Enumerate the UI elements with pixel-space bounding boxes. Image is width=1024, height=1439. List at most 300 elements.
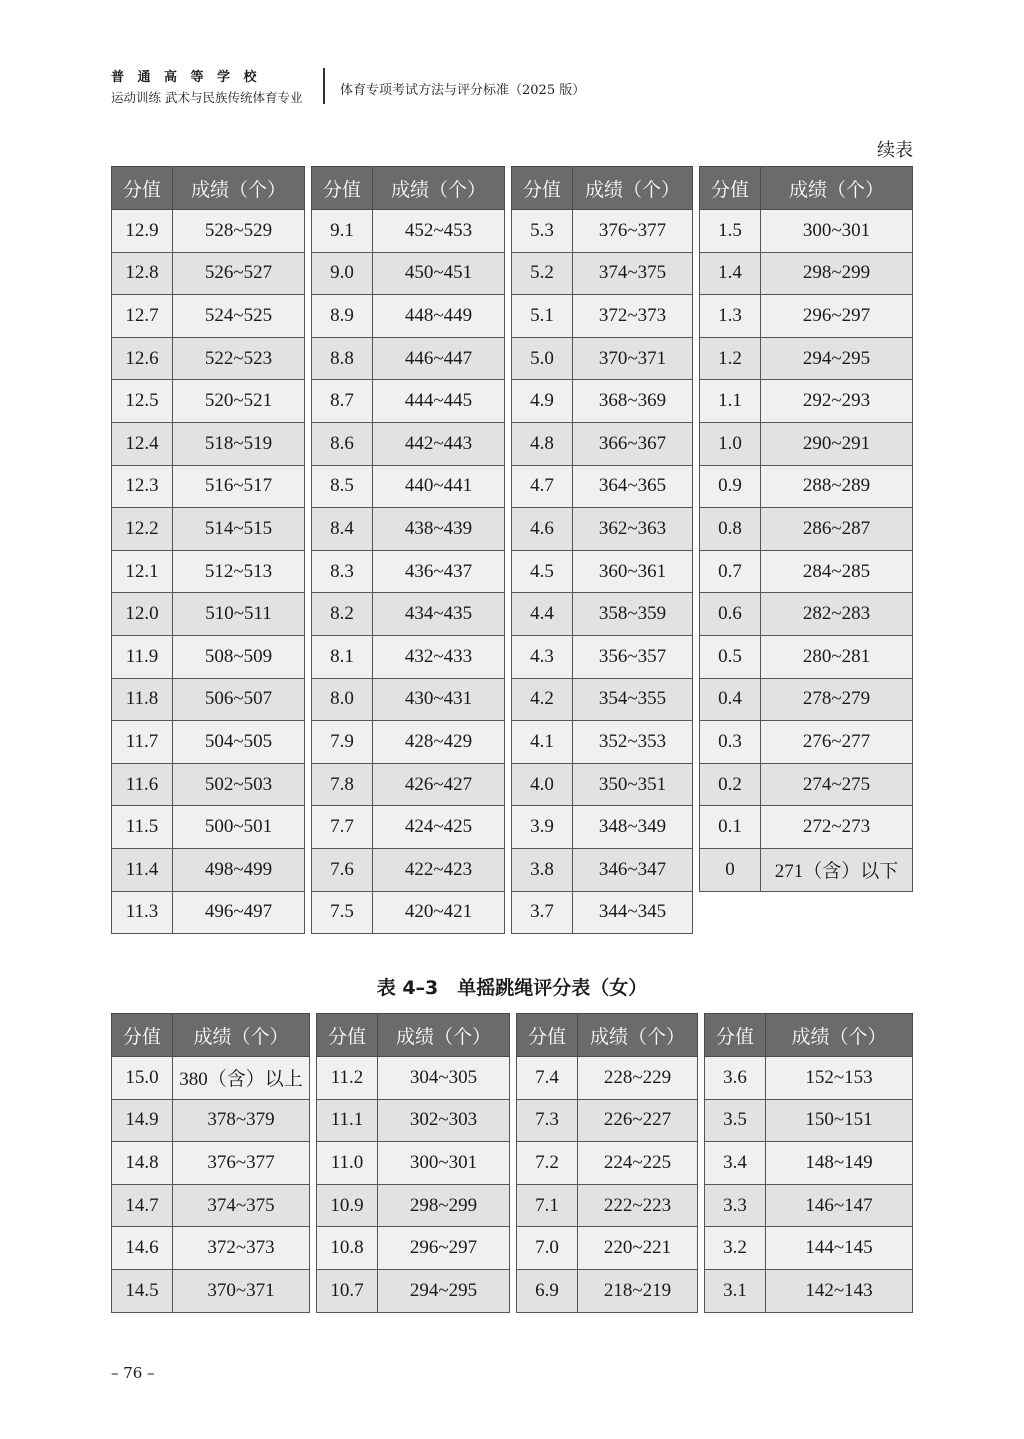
table-row: [112, 210, 305, 253]
table-row: [112, 806, 305, 849]
table-row: [112, 635, 305, 678]
table-row: [705, 1099, 913, 1142]
table-row: [312, 806, 505, 849]
column-header-score: 分值: [112, 1014, 173, 1057]
table-row: [112, 1057, 310, 1100]
result-cell: 354~355: [573, 678, 693, 721]
table-row: [112, 891, 305, 934]
result-cell: 362~363: [573, 508, 693, 551]
result-cell: 152~153: [766, 1057, 913, 1100]
table-row: [112, 508, 305, 551]
score-cell: 5.2: [512, 252, 573, 295]
header-document-title: 体育专项考试方法与评分标准（2025 版）: [340, 83, 586, 98]
table-row: [517, 1099, 698, 1142]
score-subtable: [316, 1013, 510, 1313]
score-cell: 14.8: [112, 1142, 173, 1185]
result-cell: 498~499: [173, 848, 305, 891]
score-subtable: [111, 1013, 310, 1313]
score-cell: 12.5: [112, 380, 173, 423]
table-row: [112, 337, 305, 380]
result-cell: 526~527: [173, 252, 305, 295]
column-header-result: 成绩（个）: [173, 1014, 310, 1057]
table-row: [517, 1057, 698, 1100]
table-row: [317, 1099, 510, 1142]
score-cell: 12.0: [112, 593, 173, 636]
score-cell: 5.1: [512, 295, 573, 338]
table-row: [112, 721, 305, 764]
table-row: [700, 806, 913, 849]
score-cell: 4.2: [512, 678, 573, 721]
table-row: [312, 678, 505, 721]
score-cell: 7.4: [517, 1057, 578, 1100]
table-row: [700, 252, 913, 295]
score-cell: 0.8: [700, 508, 761, 551]
score-cell: 3.3: [705, 1184, 766, 1227]
column-header-result: 成绩（个）: [766, 1014, 913, 1057]
score-cell: 11.7: [112, 721, 173, 764]
result-cell: 276~277: [761, 721, 913, 764]
table-row: [512, 721, 693, 764]
column-header-score: 分值: [705, 1014, 766, 1057]
result-cell: 426~427: [373, 763, 505, 806]
result-cell: 514~515: [173, 508, 305, 551]
table-row: [312, 721, 505, 764]
result-cell: 372~373: [573, 295, 693, 338]
table-row: [112, 678, 305, 721]
result-cell: 352~353: [573, 721, 693, 764]
score-cell: 0.9: [700, 465, 761, 508]
score-cell: 5.0: [512, 337, 573, 380]
result-cell: 500~501: [173, 806, 305, 849]
score-cell: 5.3: [512, 210, 573, 253]
result-cell: 420~421: [373, 891, 505, 934]
column-header-score: 分值: [312, 167, 373, 210]
table-row: [705, 1057, 913, 1100]
result-cell: 290~291: [761, 422, 913, 465]
score-cell: 12.3: [112, 465, 173, 508]
result-cell: 452~453: [373, 210, 505, 253]
table-row: [705, 1142, 913, 1185]
score-cell: 4.3: [512, 635, 573, 678]
result-cell: 522~523: [173, 337, 305, 380]
table-row: [312, 380, 505, 423]
table-row: [700, 295, 913, 338]
header-divider: [323, 68, 325, 104]
score-cell: 12.7: [112, 295, 173, 338]
header-major: 运动训练 武术与民族传统体育专业: [111, 90, 303, 105]
table-row: [112, 465, 305, 508]
score-cell: 12.6: [112, 337, 173, 380]
table-row: [512, 593, 693, 636]
table-row: [112, 1269, 310, 1312]
result-cell: 520~521: [173, 380, 305, 423]
table-row: [512, 252, 693, 295]
score-subtable: [311, 166, 505, 934]
table-row: [700, 550, 913, 593]
score-cell: 10.7: [317, 1269, 378, 1312]
table-row: [317, 1269, 510, 1312]
result-cell: 378~379: [173, 1099, 310, 1142]
score-cell: 11.8: [112, 678, 173, 721]
score-subtable: [511, 166, 693, 934]
table-row: [112, 422, 305, 465]
result-cell: 224~225: [578, 1142, 698, 1185]
result-cell: 220~221: [578, 1227, 698, 1270]
score-cell: 0.3: [700, 721, 761, 764]
table-row: [312, 210, 505, 253]
result-cell: 496~497: [173, 891, 305, 934]
result-cell: 432~433: [373, 635, 505, 678]
result-cell: 518~519: [173, 422, 305, 465]
table-row: [517, 1142, 698, 1185]
score-cell: 11.2: [317, 1057, 378, 1100]
result-cell: 506~507: [173, 678, 305, 721]
score-cell: 1.5: [700, 210, 761, 253]
result-cell: 366~367: [573, 422, 693, 465]
score-cell: 3.6: [705, 1057, 766, 1100]
result-cell: 284~285: [761, 550, 913, 593]
result-cell: 380（含）以上: [173, 1057, 310, 1100]
result-cell: 364~365: [573, 465, 693, 508]
table-row: [112, 252, 305, 295]
table-row: [112, 295, 305, 338]
table-row: [312, 508, 505, 551]
result-cell: 271（含）以下: [761, 848, 913, 891]
result-cell: 286~287: [761, 508, 913, 551]
score-subtable: [704, 1013, 913, 1313]
table-row: [512, 210, 693, 253]
result-cell: 288~289: [761, 465, 913, 508]
score-subtable: [111, 166, 305, 934]
result-cell: 504~505: [173, 721, 305, 764]
result-cell: 300~301: [761, 210, 913, 253]
score-cell: 8.3: [312, 550, 373, 593]
table-row: [512, 337, 693, 380]
result-cell: 422~423: [373, 848, 505, 891]
table-row: [512, 848, 693, 891]
result-cell: 300~301: [378, 1142, 510, 1185]
table-row: [112, 593, 305, 636]
score-cell: 1.3: [700, 295, 761, 338]
result-cell: 356~357: [573, 635, 693, 678]
table-row: [112, 550, 305, 593]
score-cell: 3.7: [512, 891, 573, 934]
result-cell: 358~359: [573, 593, 693, 636]
table-row: [312, 422, 505, 465]
score-cell: 0.7: [700, 550, 761, 593]
table-row: [705, 1184, 913, 1227]
score-cell: 3.4: [705, 1142, 766, 1185]
score-cell: 12.2: [112, 508, 173, 551]
result-cell: 222~223: [578, 1184, 698, 1227]
score-cell: 11.4: [112, 848, 173, 891]
score-cell: 3.9: [512, 806, 573, 849]
score-cell: 14.7: [112, 1184, 173, 1227]
table-row: [700, 593, 913, 636]
page-number: – 76 –: [111, 1364, 155, 1382]
score-cell: 4.4: [512, 593, 573, 636]
result-cell: 372~373: [173, 1227, 310, 1270]
result-cell: 360~361: [573, 550, 693, 593]
table-row: [317, 1057, 510, 1100]
result-cell: 150~151: [766, 1099, 913, 1142]
table-row: [700, 721, 913, 764]
result-cell: 302~303: [378, 1099, 510, 1142]
result-cell: 348~349: [573, 806, 693, 849]
table-row: [700, 678, 913, 721]
continued-label: 续表: [877, 140, 913, 161]
column-header-result: 成绩（个）: [573, 167, 693, 210]
score-cell: 11.1: [317, 1099, 378, 1142]
score-cell: 7.1: [517, 1184, 578, 1227]
result-cell: 274~275: [761, 763, 913, 806]
table-row: [317, 1142, 510, 1185]
table-row: [312, 763, 505, 806]
result-cell: 516~517: [173, 465, 305, 508]
column-header-result: 成绩（个）: [173, 167, 305, 210]
table-row: [112, 380, 305, 423]
result-cell: 298~299: [378, 1184, 510, 1227]
column-header-score: 分值: [112, 167, 173, 210]
score-cell: 7.3: [517, 1099, 578, 1142]
score-cell: 4.0: [512, 763, 573, 806]
score-cell: 4.1: [512, 721, 573, 764]
result-cell: 442~443: [373, 422, 505, 465]
result-cell: 450~451: [373, 252, 505, 295]
result-cell: 444~445: [373, 380, 505, 423]
score-cell: 7.7: [312, 806, 373, 849]
table-row: [512, 550, 693, 593]
result-cell: 376~377: [173, 1142, 310, 1185]
table-row: [312, 252, 505, 295]
result-cell: 282~283: [761, 593, 913, 636]
score-subtable: [699, 166, 913, 892]
table-row: [512, 763, 693, 806]
score-cell: 1.0: [700, 422, 761, 465]
score-cell: 4.9: [512, 380, 573, 423]
score-cell: 0.1: [700, 806, 761, 849]
score-cell: 0.6: [700, 593, 761, 636]
result-cell: 146~147: [766, 1184, 913, 1227]
score-cell: 12.9: [112, 210, 173, 253]
score-cell: 0: [700, 848, 761, 891]
result-cell: 446~447: [373, 337, 505, 380]
score-cell: 7.5: [312, 891, 373, 934]
result-cell: 294~295: [378, 1269, 510, 1312]
table-row: [700, 848, 913, 891]
score-cell: 0.4: [700, 678, 761, 721]
result-cell: 508~509: [173, 635, 305, 678]
score-cell: 4.6: [512, 508, 573, 551]
result-cell: 438~439: [373, 508, 505, 551]
table-row: [317, 1184, 510, 1227]
result-cell: 226~227: [578, 1099, 698, 1142]
result-cell: 304~305: [378, 1057, 510, 1100]
table-row: [700, 508, 913, 551]
column-header-score: 分值: [517, 1014, 578, 1057]
column-header-result: 成绩（个）: [761, 167, 913, 210]
result-cell: 368~369: [573, 380, 693, 423]
score-cell: 1.2: [700, 337, 761, 380]
column-header-result: 成绩（个）: [373, 167, 505, 210]
table-row: [517, 1269, 698, 1312]
table-4-3-title: 表 4–3 单摇跳绳评分表（女）: [376, 977, 648, 999]
table-row: [512, 465, 693, 508]
result-cell: 350~351: [573, 763, 693, 806]
column-header-score: 分值: [317, 1014, 378, 1057]
score-cell: 10.9: [317, 1184, 378, 1227]
score-cell: 14.5: [112, 1269, 173, 1312]
result-cell: 280~281: [761, 635, 913, 678]
table-row: [700, 337, 913, 380]
table-row: [705, 1227, 913, 1270]
table-row: [112, 848, 305, 891]
result-cell: 512~513: [173, 550, 305, 593]
table-row: [312, 337, 505, 380]
score-cell: 14.6: [112, 1227, 173, 1270]
result-cell: 292~293: [761, 380, 913, 423]
table-row: [312, 550, 505, 593]
score-cell: 12.1: [112, 550, 173, 593]
score-cell: 7.6: [312, 848, 373, 891]
score-cell: 3.2: [705, 1227, 766, 1270]
table-row: [512, 891, 693, 934]
score-cell: 11.0: [317, 1142, 378, 1185]
result-cell: 294~295: [761, 337, 913, 380]
table-row: [312, 891, 505, 934]
table-row: [317, 1227, 510, 1270]
score-cell: 11.5: [112, 806, 173, 849]
score-cell: 6.9: [517, 1269, 578, 1312]
score-cell: 8.1: [312, 635, 373, 678]
score-cell: 12.4: [112, 422, 173, 465]
header-school-type: 普通高等学校: [111, 70, 271, 85]
result-cell: 296~297: [761, 295, 913, 338]
table-row: [312, 295, 505, 338]
score-cell: 11.3: [112, 891, 173, 934]
score-cell: 12.8: [112, 252, 173, 295]
score-cell: 8.7: [312, 380, 373, 423]
score-cell: 9.1: [312, 210, 373, 253]
score-cell: 14.9: [112, 1099, 173, 1142]
score-subtable: [516, 1013, 698, 1313]
table-row: [512, 806, 693, 849]
result-cell: 148~149: [766, 1142, 913, 1185]
result-cell: 528~529: [173, 210, 305, 253]
table-row: [512, 295, 693, 338]
column-header-result: 成绩（个）: [378, 1014, 510, 1057]
table-row: [512, 635, 693, 678]
score-cell: 8.0: [312, 678, 373, 721]
column-header-score: 分值: [512, 167, 573, 210]
table-row: [700, 380, 913, 423]
result-cell: 370~371: [573, 337, 693, 380]
result-cell: 298~299: [761, 252, 913, 295]
table-row: [705, 1269, 913, 1312]
table-row: [517, 1184, 698, 1227]
result-cell: 440~441: [373, 465, 505, 508]
score-cell: 7.0: [517, 1227, 578, 1270]
column-header-result: 成绩（个）: [578, 1014, 698, 1057]
score-cell: 8.8: [312, 337, 373, 380]
result-cell: 376~377: [573, 210, 693, 253]
score-cell: 8.2: [312, 593, 373, 636]
table-row: [112, 1184, 310, 1227]
result-cell: 370~371: [173, 1269, 310, 1312]
score-cell: 3.1: [705, 1269, 766, 1312]
score-cell: 3.8: [512, 848, 573, 891]
result-cell: 296~297: [378, 1227, 510, 1270]
score-cell: 0.5: [700, 635, 761, 678]
table-row: [512, 380, 693, 423]
score-cell: 0.2: [700, 763, 761, 806]
table-row: [112, 1142, 310, 1185]
table-row: [312, 593, 505, 636]
column-header-score: 分值: [700, 167, 761, 210]
score-cell: 10.8: [317, 1227, 378, 1270]
score-cell: 7.9: [312, 721, 373, 764]
result-cell: 374~375: [173, 1184, 310, 1227]
table-row: [312, 848, 505, 891]
score-cell: 8.6: [312, 422, 373, 465]
score-cell: 11.9: [112, 635, 173, 678]
table-row: [512, 422, 693, 465]
table-row: [112, 763, 305, 806]
result-cell: 436~437: [373, 550, 505, 593]
result-cell: 344~345: [573, 891, 693, 934]
table-row: [312, 635, 505, 678]
score-cell: 8.4: [312, 508, 373, 551]
table-row: [112, 1227, 310, 1270]
result-cell: 434~435: [373, 593, 505, 636]
score-cell: 8.5: [312, 465, 373, 508]
score-cell: 3.5: [705, 1099, 766, 1142]
result-cell: 502~503: [173, 763, 305, 806]
score-cell: 8.9: [312, 295, 373, 338]
result-cell: 524~525: [173, 295, 305, 338]
result-cell: 278~279: [761, 678, 913, 721]
result-cell: 346~347: [573, 848, 693, 891]
result-cell: 272~273: [761, 806, 913, 849]
result-cell: 218~219: [578, 1269, 698, 1312]
table-row: [700, 422, 913, 465]
score-cell: 1.4: [700, 252, 761, 295]
result-cell: 510~511: [173, 593, 305, 636]
table-row: [112, 1099, 310, 1142]
table-row: [700, 635, 913, 678]
score-cell: 1.1: [700, 380, 761, 423]
result-cell: 430~431: [373, 678, 505, 721]
result-cell: 142~143: [766, 1269, 913, 1312]
score-cell: 4.8: [512, 422, 573, 465]
table-row: [700, 763, 913, 806]
table-row: [512, 508, 693, 551]
score-cell: 7.2: [517, 1142, 578, 1185]
table-row: [517, 1227, 698, 1270]
score-cell: 11.6: [112, 763, 173, 806]
table-row: [700, 465, 913, 508]
result-cell: 144~145: [766, 1227, 913, 1270]
result-cell: 228~229: [578, 1057, 698, 1100]
table-row: [700, 210, 913, 253]
result-cell: 424~425: [373, 806, 505, 849]
score-cell: 9.0: [312, 252, 373, 295]
score-cell: 15.0: [112, 1057, 173, 1100]
score-cell: 7.8: [312, 763, 373, 806]
table-row: [512, 678, 693, 721]
result-cell: 374~375: [573, 252, 693, 295]
result-cell: 428~429: [373, 721, 505, 764]
